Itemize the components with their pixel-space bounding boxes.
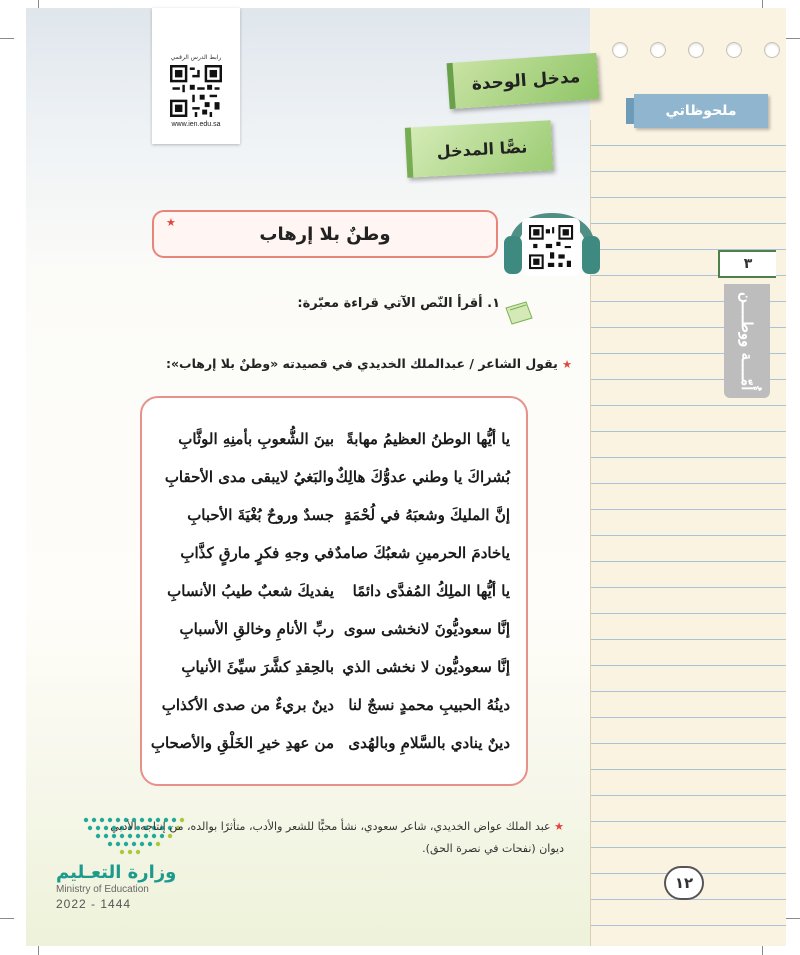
- binder-hole: [764, 42, 780, 58]
- binder-hole: [650, 42, 666, 58]
- binder-hole: [726, 42, 742, 58]
- poem-verse: [142, 582, 530, 620]
- poem-title: وطنٌ بلا إرهاب: [259, 223, 391, 245]
- unit-number-box: [718, 250, 776, 278]
- read-aloud-icon: [504, 300, 534, 326]
- verse-first-hemistich: بُشراكَ يا وطني عدوُّكَ هالِكٌ: [335, 468, 510, 486]
- poem-verse: [142, 734, 530, 772]
- verse-first-hemistich: دينٌ ينادي بالسَّلامِ وبالهُدى: [348, 734, 510, 752]
- binder-hole: [688, 42, 704, 58]
- star-icon: ★: [166, 216, 176, 229]
- poem-verse: [142, 506, 530, 544]
- verse-second-hemistich: جسدٌ وروحٌ بُغْيَةَ الأحبابِ: [187, 506, 334, 524]
- binder-holes: [612, 42, 780, 58]
- poem-verse: [142, 430, 530, 468]
- unit-number: ٣: [743, 256, 753, 272]
- crop-mark: [786, 918, 800, 919]
- verse-second-hemistich: بينَ الشُّعوبِ بأمنِهِ الوثَّابِ: [178, 430, 334, 448]
- footnote-line2: ديوان (نفحات في نصرة الحق).: [422, 842, 564, 855]
- verse-second-hemistich: من عهدِ خيرِ الخَلْقِ والأصحابِ: [150, 734, 334, 752]
- unit-entry-label: مدخل الوحدة: [471, 67, 581, 95]
- poem-intro-text: يقول الشاعر / عبدالملك الخديدي في قصيدته «وطنٌ بلا إرهاب»:: [165, 356, 558, 371]
- audio-headphones-icon[interactable]: [500, 188, 604, 278]
- entry-text-label: نصًّا المدخل: [436, 136, 528, 161]
- poem-verse: [142, 696, 530, 734]
- crop-mark: [0, 38, 14, 39]
- poem-title-box: [152, 210, 498, 258]
- instruction-text: ١. أقرأ النّص الآتي قراءة معبّرة:: [297, 296, 500, 311]
- qr-url[interactable]: www.ien.edu.sa: [171, 121, 221, 128]
- notes-label: ملحوظاتي: [665, 103, 737, 119]
- notes-column: [590, 8, 786, 946]
- verse-first-hemistich: إنَّا سعوديُّون لا نخشى الذي: [342, 658, 510, 676]
- footnote-line1: عبد الملك عواض الخديدي، شاعر سعودي، نشأ محبًّا للشعر والأدب، متأثرًا بوالده، من إنتاجه الأدبي: [110, 820, 551, 833]
- verse-first-hemistich: ياخادمَ الحرمينِ شعبُكَ صامدٌ: [334, 544, 510, 562]
- poem-box: [140, 396, 528, 786]
- footnote: [60, 816, 564, 860]
- binder-hole: [612, 42, 628, 58]
- qr-label: رابط الدرس الرقمي: [170, 54, 222, 61]
- poem-intro: [160, 356, 572, 371]
- digital-lesson-qr-card[interactable]: [152, 8, 240, 144]
- verse-second-hemistich: بالحِقدِ كشَّرَ سيِّئَ الأنيابِ: [181, 658, 334, 676]
- edition-year: 2022 - 1444: [56, 897, 132, 911]
- star-icon: ★: [554, 820, 564, 833]
- unit-name: أُمّــــة ووطــــن: [738, 291, 756, 391]
- crop-mark: [786, 38, 800, 39]
- poem-verse: [142, 468, 530, 506]
- footnote-line: [60, 816, 564, 838]
- verse-first-hemistich: إنَّا سعوديُّونَ لانخشى سوى: [343, 620, 510, 638]
- crop-mark: [0, 918, 14, 919]
- star-icon: ★: [562, 358, 572, 371]
- verse-second-hemistich: ربِّ الأنامِ وخالقِ الأسبابِ: [179, 620, 334, 638]
- unit-tab[interactable]: [724, 284, 770, 398]
- verse-second-hemistich: دينٌ بريءٌ من صدى الأكذابِ: [161, 696, 334, 714]
- verse-second-hemistich: في وجهِ فكرٍ مارقٍ كذَّابِ: [180, 544, 334, 562]
- poem-verse: [142, 544, 530, 582]
- verse-first-hemistich: يا أيُّها الملِكُ المُفدَّى دائمًا: [352, 582, 510, 600]
- ministry-name-ar: وزارة التعـليم: [56, 862, 177, 883]
- qr-code-icon[interactable]: [170, 65, 222, 117]
- notes-tag: [634, 94, 768, 128]
- verse-first-hemistich: دينُهُ الحبيبِ محمدٍ نسجٌ لنا: [348, 696, 510, 714]
- verse-first-hemistich: يا أيُّها الوطنُ العظيمُ مهابةً: [346, 430, 510, 448]
- ministry-name-en: Ministry of Education: [56, 884, 149, 895]
- poem-verse: [142, 620, 530, 658]
- verse-second-hemistich: والبَغيُ لايبقى مدى الأحقابِ: [164, 468, 334, 486]
- poem-verse: [142, 658, 530, 696]
- verse-first-hemistich: إنَّ المليكَ وشعبَهُ في لُحْمَةٍ: [344, 506, 510, 524]
- page-number: [664, 866, 704, 900]
- entry-text-banner: [405, 120, 553, 178]
- verse-second-hemistich: يفديكَ شعبٌ طيبُ الأنسابِ: [167, 582, 334, 600]
- page-number-text: ١٢: [674, 874, 694, 892]
